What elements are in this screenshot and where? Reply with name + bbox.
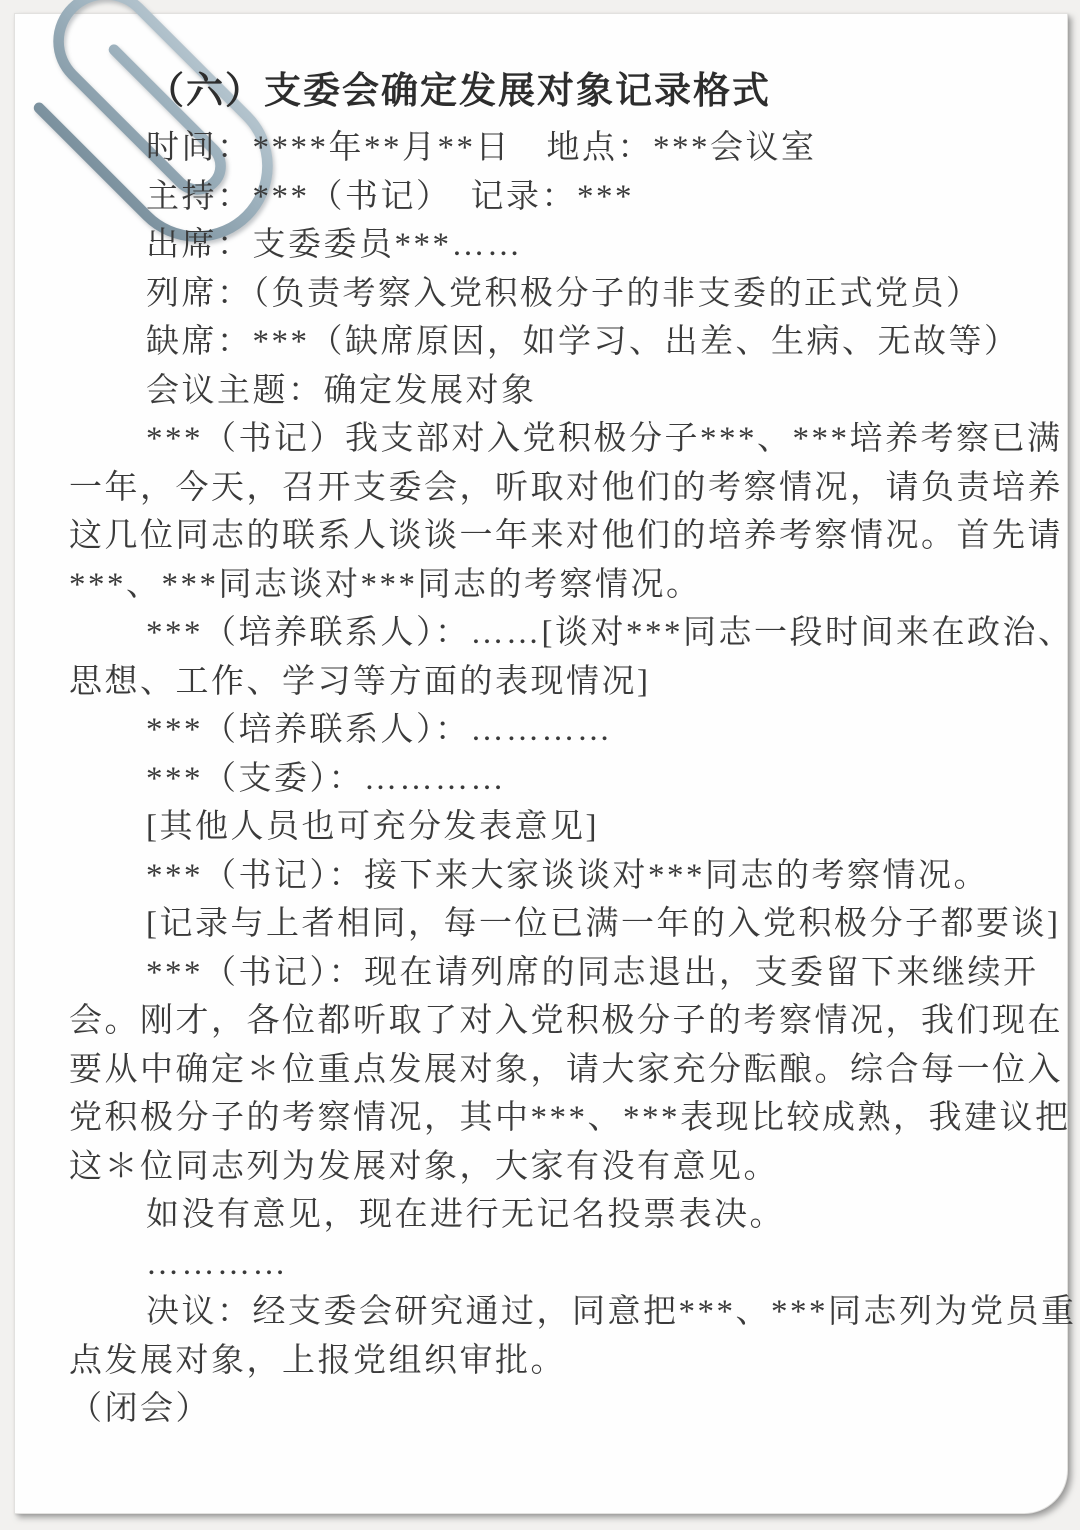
doc-line: ***（书记）我支部对入党积极分子***、***培养考察已满 bbox=[146, 421, 1063, 457]
doc-line: 会。刚才，各位都听取了对入党积极分子的考察情况，我们现在 bbox=[69, 1003, 1063, 1039]
doc-line-note: [记录与上者相同，每一位已满一年的入党积极分子都要谈] bbox=[146, 906, 1061, 942]
doc-line: ***（书记）：接下来大家谈谈对***同志的考察情况。 bbox=[146, 857, 989, 894]
doc-line: ***（培养联系人）：………… bbox=[146, 712, 613, 748]
doc-line: ***、***同志谈对***同志的考察情况。 bbox=[69, 566, 702, 603]
doc-line-host: 主持：***（书记） 记录：*** bbox=[146, 178, 634, 215]
doc-line-absent: 缺席：***（缺席原因，如学习、出差、生病、无故等） bbox=[146, 324, 1020, 360]
doc-line: 这＊位同志列为发展对象，大家有没有意见。 bbox=[69, 1148, 779, 1185]
doc-line: 要从中确定＊位重点发展对象，请大家充分酝酿。综合每一位入 bbox=[69, 1051, 1063, 1088]
doc-line: 党积极分子的考察情况，其中***、***表现比较成熟，我建议把 bbox=[69, 1100, 1071, 1136]
doc-line: ***（支委）：………… bbox=[146, 760, 506, 797]
document-title: （六）支委会确定发展对象记录格式 bbox=[147, 70, 771, 111]
doc-line: 一年，今天，召开支委会，听取对他们的考察情况，请负责培养 bbox=[69, 469, 1063, 506]
doc-line: ***（培养联系人）：……[谈对***同志一段时间来在政治、 bbox=[146, 615, 1074, 651]
doc-line-topic: 会议主题：确定发展对象 bbox=[146, 372, 537, 409]
doc-line: 点发展对象，上报党组织审批。 bbox=[69, 1342, 566, 1379]
doc-line: 如没有意见，现在进行无记名投票表决。 bbox=[146, 1197, 785, 1233]
doc-line-resolution: 决议：经支委会研究通过，同意把***、***同志列为党员重 bbox=[146, 1294, 1077, 1330]
doc-line-note: [其他人员也可充分发表意见] bbox=[146, 809, 599, 845]
doc-line-closing: （闭会） bbox=[69, 1391, 211, 1427]
doc-line: 思想、工作、学习等方面的表现情况] bbox=[69, 663, 651, 700]
doc-line-ellipsis: ………… bbox=[146, 1245, 288, 1282]
document-content bbox=[69, 68, 1077, 1434]
doc-line: 这几位同志的联系人谈谈一年来对他们的培养考察情况。首先请 bbox=[69, 518, 1063, 554]
doc-line: ***（书记）：现在请列席的同志退出，支委留下来继续开 bbox=[146, 954, 1039, 991]
paper-page bbox=[14, 13, 1077, 1514]
doc-line-attend: 出席：支委委员***…… bbox=[146, 227, 523, 263]
doc-line-observer: 列席：（负责考察入党积极分子的非支委的正式党员） bbox=[146, 275, 982, 312]
doc-line-time: 时间：****年**月**日 地点：***会议室 bbox=[146, 130, 817, 166]
